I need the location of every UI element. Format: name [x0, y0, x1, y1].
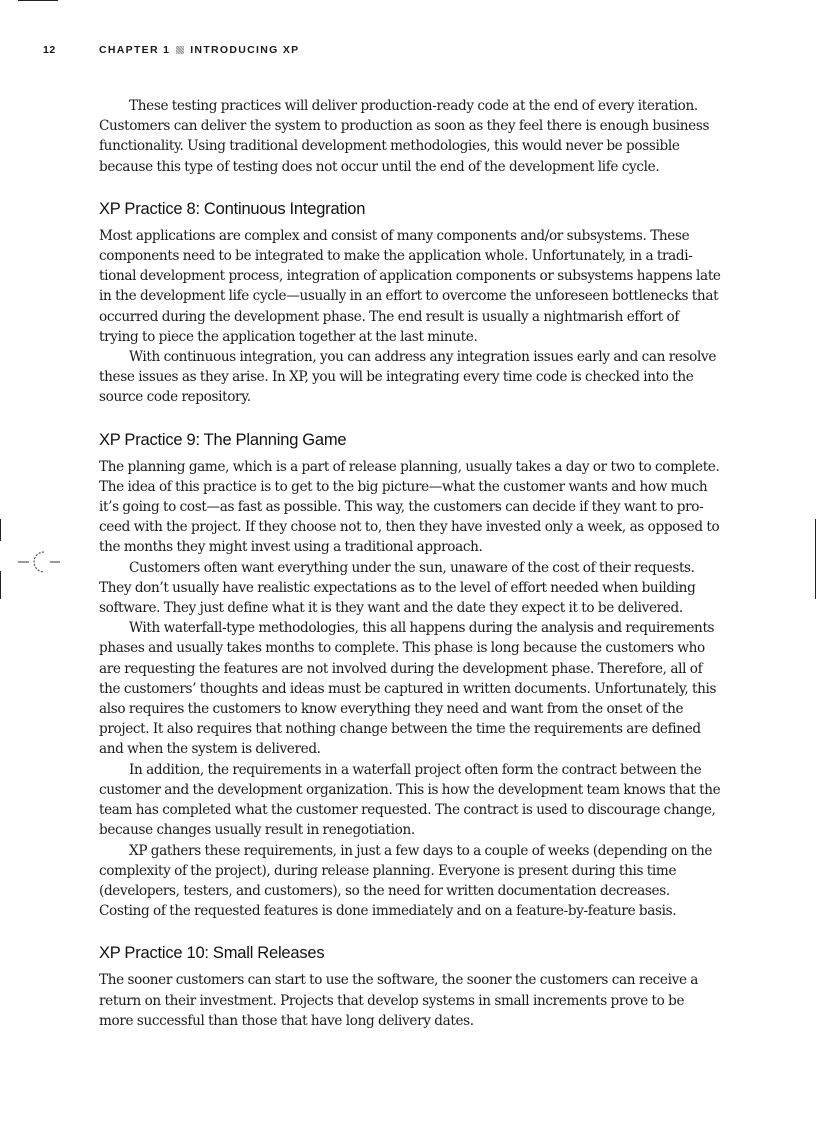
body-paragraph: With waterfall-type methodologies, this all happens during the analysis and requirements phases and usually takes months to complete. This phase is long because the customers who are requesting the features are not involved during the development phase. Therefore, all of the customers’ thoughts and ideas must be captured in written documents. Unfortunately, this also requires the customers to know everything they need and want from the onset of the project. It also requires that nothing change between the time the requirements are defined and when the system is delivered.	[99, 620, 717, 758]
header-separator-icon	[176, 46, 184, 54]
chapter-title: INTRODUCING XP	[190, 44, 300, 56]
body-paragraph: The planning game, which is a part of release planning, usually takes a day or two to complete. The idea of this practice is to get to the big picture—what the customer wants and how much it’s going to cost—as fast as possible. This way, the customers can decide if they want to proceed with the project. If they choose not to, then they have invested only a week, as opposed to the months they might invest using a traditional approach.	[99, 458, 720, 556]
section-heading: XP Practice 8: Continuous Integration	[99, 199, 366, 218]
page-number: 12	[43, 44, 56, 56]
body-paragraph: The sooner customers can start to use the software, the sooner the customers can receive a return on their investment. Projects that develop systems in small increments prove to be more successful than those that have long delivery dates.	[99, 972, 699, 1029]
page-body	[99, 96, 721, 1031]
body-paragraph: In addition, the requirements in a waterfall project often form the contract between the customer and the development organization. This is how the development team knows that the team has completed what the customer requested. The contract is used to discourage change, because changes usually result in renegotiation.	[99, 761, 721, 839]
chapter-label: CHAPTER 1	[99, 44, 171, 56]
body-paragraph: Customers often want everything under the sun, unaware of the cost of their requests. They don’t usually have realistic expectations as to the level of effort needed when building software. They just define what it is they want and the date they expect it to be delivered.	[99, 559, 696, 617]
crop-mark-top-left	[18, 0, 58, 1]
section-heading: XP Practice 10: Small Releases	[99, 944, 325, 963]
body-paragraph: These testing practices will deliver production-ready code at the end of every iteration. Customers can deliver the system to production as soon as they feel there is enough business functionality. Using traditional development methodologies, this would never be possible because this type of testing does not occur until the end of the development life cycle.	[99, 98, 710, 175]
registration-mark-icon	[18, 549, 62, 575]
running-header	[43, 44, 299, 56]
body-paragraph: XP gathers these requirements, in just a few days to a couple of weeks (depending on the complexity of the project), during release planning. Everyone is present during this time (developers, testers, and customers), so the need for written documentation decreases. Costing of the requested features is done immediately and on a feature-by-feature basis.	[99, 842, 713, 920]
section-heading: XP Practice 9: The Planning Game	[99, 430, 347, 449]
crop-mark-left-lower	[0, 571, 1, 599]
crop-mark-left-upper	[0, 519, 1, 541]
body-paragraph: With continuous integration, you can address any integration issues early and can resolve these issues as they arise. In XP, you will be integrating every time code is checked into the source code repository.	[99, 349, 717, 406]
body-paragraph: Most applications are complex and consist of many components and/or subsystems. These components need to be integrated to make the application whole. Unfortunately, in a traditional development process, integration of application components or subsystems happens late in the development life cycle—usually in an effort to overcome the unforeseen bottlenecks that occurred during the development phase. The end result is usually a nightmarish effort of trying to piece the application together at the last minute.	[99, 227, 721, 345]
